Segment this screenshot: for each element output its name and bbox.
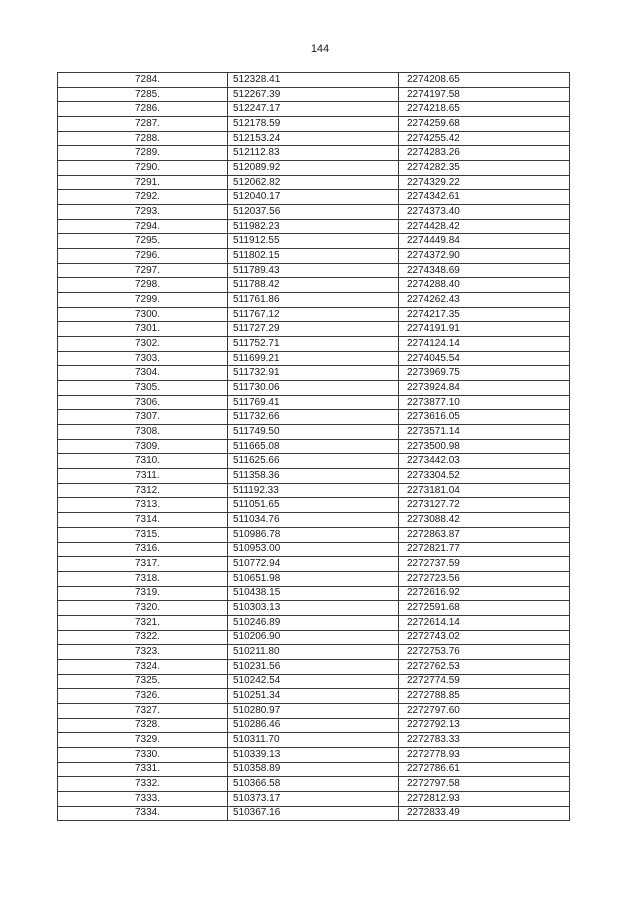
table-row: [58, 586, 570, 601]
x-coordinate-cell: 511802.15: [228, 249, 399, 264]
table-row: [58, 278, 570, 293]
table-row: [58, 806, 570, 821]
table-row: [58, 439, 570, 454]
y-coordinate-cell: 2272788.85: [399, 689, 570, 704]
table-row: [58, 703, 570, 718]
point-number-cell: 7333.: [58, 791, 228, 806]
y-coordinate-cell: 2272762.53: [399, 659, 570, 674]
y-coordinate-cell: 2274255.42: [399, 131, 570, 146]
table-row: [58, 73, 570, 88]
x-coordinate-cell: 512178.59: [228, 117, 399, 132]
table-row: [58, 131, 570, 146]
y-coordinate-cell: 2272863.87: [399, 527, 570, 542]
x-coordinate-cell: 510286.46: [228, 718, 399, 733]
table-row: [58, 527, 570, 542]
coordinates-table-body: [58, 73, 570, 821]
x-coordinate-cell: 510242.54: [228, 674, 399, 689]
x-coordinate-cell: 511752.71: [228, 337, 399, 352]
x-coordinate-cell: 511732.91: [228, 366, 399, 381]
x-coordinate-cell: 511727.29: [228, 322, 399, 337]
point-number-cell: 7295.: [58, 234, 228, 249]
point-number-cell: 7313.: [58, 498, 228, 513]
x-coordinate-cell: 511051.65: [228, 498, 399, 513]
x-coordinate-cell: 511192.33: [228, 483, 399, 498]
point-number-cell: 7293.: [58, 205, 228, 220]
point-number-cell: 7323.: [58, 645, 228, 660]
y-coordinate-cell: 2274329.22: [399, 175, 570, 190]
x-coordinate-cell: 511730.06: [228, 381, 399, 396]
x-coordinate-cell: 512267.39: [228, 87, 399, 102]
point-number-cell: 7328.: [58, 718, 228, 733]
x-coordinate-cell: 510953.00: [228, 542, 399, 557]
x-coordinate-cell: 510367.16: [228, 806, 399, 821]
point-number-cell: 7302.: [58, 337, 228, 352]
point-number-cell: 7300.: [58, 307, 228, 322]
table-row: [58, 263, 570, 278]
table-row: [58, 381, 570, 396]
y-coordinate-cell: 2272797.58: [399, 777, 570, 792]
table-row: [58, 307, 570, 322]
x-coordinate-cell: 510206.90: [228, 630, 399, 645]
x-coordinate-cell: 510339.13: [228, 747, 399, 762]
y-coordinate-cell: 2273088.42: [399, 513, 570, 528]
x-coordinate-cell: 511358.36: [228, 469, 399, 484]
table-row: [58, 645, 570, 660]
point-number-cell: 7290.: [58, 161, 228, 176]
x-coordinate-cell: 511699.21: [228, 351, 399, 366]
y-coordinate-cell: 2274428.42: [399, 219, 570, 234]
point-number-cell: 7309.: [58, 439, 228, 454]
y-coordinate-cell: 2274208.65: [399, 73, 570, 88]
table-row: [58, 483, 570, 498]
x-coordinate-cell: 511665.08: [228, 439, 399, 454]
y-coordinate-cell: 2272792.13: [399, 718, 570, 733]
x-coordinate-cell: 511761.86: [228, 293, 399, 308]
y-coordinate-cell: 2274282.35: [399, 161, 570, 176]
y-coordinate-cell: 2273304.52: [399, 469, 570, 484]
table-row: [58, 161, 570, 176]
y-coordinate-cell: 2274372.90: [399, 249, 570, 264]
point-number-cell: 7322.: [58, 630, 228, 645]
y-coordinate-cell: 2274259.68: [399, 117, 570, 132]
x-coordinate-cell: 510280.97: [228, 703, 399, 718]
table-row: [58, 175, 570, 190]
point-number-cell: 7311.: [58, 469, 228, 484]
table-row: [58, 87, 570, 102]
table-row: [58, 747, 570, 762]
y-coordinate-cell: 2272753.76: [399, 645, 570, 660]
point-number-cell: 7292.: [58, 190, 228, 205]
y-coordinate-cell: 2272591.68: [399, 601, 570, 616]
y-coordinate-cell: 2274197.58: [399, 87, 570, 102]
table-row: [58, 762, 570, 777]
y-coordinate-cell: 2272797.60: [399, 703, 570, 718]
y-coordinate-cell: 2272614.14: [399, 615, 570, 630]
y-coordinate-cell: 2272833.49: [399, 806, 570, 821]
point-number-cell: 7325.: [58, 674, 228, 689]
x-coordinate-cell: 510651.98: [228, 571, 399, 586]
table-row: [58, 337, 570, 352]
table-row: [58, 630, 570, 645]
x-coordinate-cell: 511789.43: [228, 263, 399, 278]
y-coordinate-cell: 2272737.59: [399, 557, 570, 572]
table-row: [58, 542, 570, 557]
table-row: [58, 395, 570, 410]
point-number-cell: 7294.: [58, 219, 228, 234]
point-number-cell: 7308.: [58, 425, 228, 440]
x-coordinate-cell: 510251.34: [228, 689, 399, 704]
x-coordinate-cell: 512153.24: [228, 131, 399, 146]
y-coordinate-cell: 2272812.93: [399, 791, 570, 806]
y-coordinate-cell: 2274342.61: [399, 190, 570, 205]
coordinates-table: [57, 72, 570, 821]
point-number-cell: 7310.: [58, 454, 228, 469]
y-coordinate-cell: 2274124.14: [399, 337, 570, 352]
table-row: [58, 601, 570, 616]
x-coordinate-cell: 511749.50: [228, 425, 399, 440]
point-number-cell: 7297.: [58, 263, 228, 278]
point-number-cell: 7314.: [58, 513, 228, 528]
table-row: [58, 249, 570, 264]
y-coordinate-cell: 2272821.77: [399, 542, 570, 557]
y-coordinate-cell: 2273924.84: [399, 381, 570, 396]
point-number-cell: 7307.: [58, 410, 228, 425]
x-coordinate-cell: 512247.17: [228, 102, 399, 117]
x-coordinate-cell: 511788.42: [228, 278, 399, 293]
table-row: [58, 190, 570, 205]
page-number: 144: [310, 43, 330, 55]
x-coordinate-cell: 510311.70: [228, 733, 399, 748]
x-coordinate-cell: 510373.17: [228, 791, 399, 806]
point-number-cell: 7316.: [58, 542, 228, 557]
point-number-cell: 7321.: [58, 615, 228, 630]
y-coordinate-cell: 2274449.84: [399, 234, 570, 249]
table-row: [58, 102, 570, 117]
y-coordinate-cell: 2272774.59: [399, 674, 570, 689]
point-number-cell: 7287.: [58, 117, 228, 132]
table-row: [58, 718, 570, 733]
y-coordinate-cell: 2273127.72: [399, 498, 570, 513]
table-row: [58, 733, 570, 748]
point-number-cell: 7318.: [58, 571, 228, 586]
x-coordinate-cell: 512040.17: [228, 190, 399, 205]
x-coordinate-cell: 510211.80: [228, 645, 399, 660]
point-number-cell: 7296.: [58, 249, 228, 264]
y-coordinate-cell: 2273181.04: [399, 483, 570, 498]
y-coordinate-cell: 2274348.69: [399, 263, 570, 278]
point-number-cell: 7317.: [58, 557, 228, 572]
y-coordinate-cell: 2274218.65: [399, 102, 570, 117]
y-coordinate-cell: 2272616.92: [399, 586, 570, 601]
point-number-cell: 7305.: [58, 381, 228, 396]
y-coordinate-cell: 2273969.75: [399, 366, 570, 381]
point-number-cell: 7304.: [58, 366, 228, 381]
point-number-cell: 7289.: [58, 146, 228, 161]
table-row: [58, 454, 570, 469]
y-coordinate-cell: 2272723.56: [399, 571, 570, 586]
y-coordinate-cell: 2273442.03: [399, 454, 570, 469]
y-coordinate-cell: 2274283.26: [399, 146, 570, 161]
y-coordinate-cell: 2273571.14: [399, 425, 570, 440]
x-coordinate-cell: 511982.23: [228, 219, 399, 234]
point-number-cell: 7306.: [58, 395, 228, 410]
point-number-cell: 7284.: [58, 73, 228, 88]
x-coordinate-cell: 510438.15: [228, 586, 399, 601]
x-coordinate-cell: 512062.82: [228, 175, 399, 190]
y-coordinate-cell: 2274373.40: [399, 205, 570, 220]
table-row: [58, 322, 570, 337]
x-coordinate-cell: 511767.12: [228, 307, 399, 322]
table-row: [58, 615, 570, 630]
y-coordinate-cell: 2272783.33: [399, 733, 570, 748]
table-row: [58, 293, 570, 308]
point-number-cell: 7286.: [58, 102, 228, 117]
x-coordinate-cell: 511912.55: [228, 234, 399, 249]
table-row: [58, 689, 570, 704]
table-row: [58, 791, 570, 806]
y-coordinate-cell: 2272743.02: [399, 630, 570, 645]
point-number-cell: 7334.: [58, 806, 228, 821]
point-number-cell: 7285.: [58, 87, 228, 102]
table-row: [58, 410, 570, 425]
table-row: [58, 557, 570, 572]
point-number-cell: 7312.: [58, 483, 228, 498]
table-row: [58, 469, 570, 484]
x-coordinate-cell: 511625.66: [228, 454, 399, 469]
point-number-cell: 7330.: [58, 747, 228, 762]
x-coordinate-cell: 510772.94: [228, 557, 399, 572]
point-number-cell: 7329.: [58, 733, 228, 748]
y-coordinate-cell: 2274262.43: [399, 293, 570, 308]
x-coordinate-cell: 510986.78: [228, 527, 399, 542]
point-number-cell: 7291.: [58, 175, 228, 190]
x-coordinate-cell: 512328.41: [228, 73, 399, 88]
table-row: [58, 571, 570, 586]
table-row: [58, 219, 570, 234]
x-coordinate-cell: 512037.56: [228, 205, 399, 220]
table-row: [58, 777, 570, 792]
y-coordinate-cell: 2272786.61: [399, 762, 570, 777]
table-row: [58, 146, 570, 161]
x-coordinate-cell: 510303.13: [228, 601, 399, 616]
y-coordinate-cell: 2273877.10: [399, 395, 570, 410]
x-coordinate-cell: 511732.66: [228, 410, 399, 425]
table-row: [58, 117, 570, 132]
point-number-cell: 7332.: [58, 777, 228, 792]
y-coordinate-cell: 2274191.91: [399, 322, 570, 337]
x-coordinate-cell: 510366.58: [228, 777, 399, 792]
point-number-cell: 7298.: [58, 278, 228, 293]
table-row: [58, 351, 570, 366]
point-number-cell: 7320.: [58, 601, 228, 616]
table-row: [58, 425, 570, 440]
table-row: [58, 498, 570, 513]
table-row: [58, 659, 570, 674]
x-coordinate-cell: 511034.76: [228, 513, 399, 528]
table-row: [58, 674, 570, 689]
y-coordinate-cell: 2273500.98: [399, 439, 570, 454]
point-number-cell: 7319.: [58, 586, 228, 601]
point-number-cell: 7315.: [58, 527, 228, 542]
x-coordinate-cell: 510231.56: [228, 659, 399, 674]
x-coordinate-cell: 511769.41: [228, 395, 399, 410]
point-number-cell: 7288.: [58, 131, 228, 146]
y-coordinate-cell: 2274217.35: [399, 307, 570, 322]
x-coordinate-cell: 512089.92: [228, 161, 399, 176]
table-row: [58, 513, 570, 528]
point-number-cell: 7324.: [58, 659, 228, 674]
x-coordinate-cell: 510246.89: [228, 615, 399, 630]
point-number-cell: 7301.: [58, 322, 228, 337]
x-coordinate-cell: 512112.83: [228, 146, 399, 161]
point-number-cell: 7327.: [58, 703, 228, 718]
y-coordinate-cell: 2274045.54: [399, 351, 570, 366]
point-number-cell: 7299.: [58, 293, 228, 308]
point-number-cell: 7303.: [58, 351, 228, 366]
y-coordinate-cell: 2273616.05: [399, 410, 570, 425]
point-number-cell: 7326.: [58, 689, 228, 704]
y-coordinate-cell: 2274288.40: [399, 278, 570, 293]
point-number-cell: 7331.: [58, 762, 228, 777]
table-row: [58, 205, 570, 220]
table-row: [58, 366, 570, 381]
y-coordinate-cell: 2272778.93: [399, 747, 570, 762]
x-coordinate-cell: 510358.89: [228, 762, 399, 777]
table-row: [58, 234, 570, 249]
